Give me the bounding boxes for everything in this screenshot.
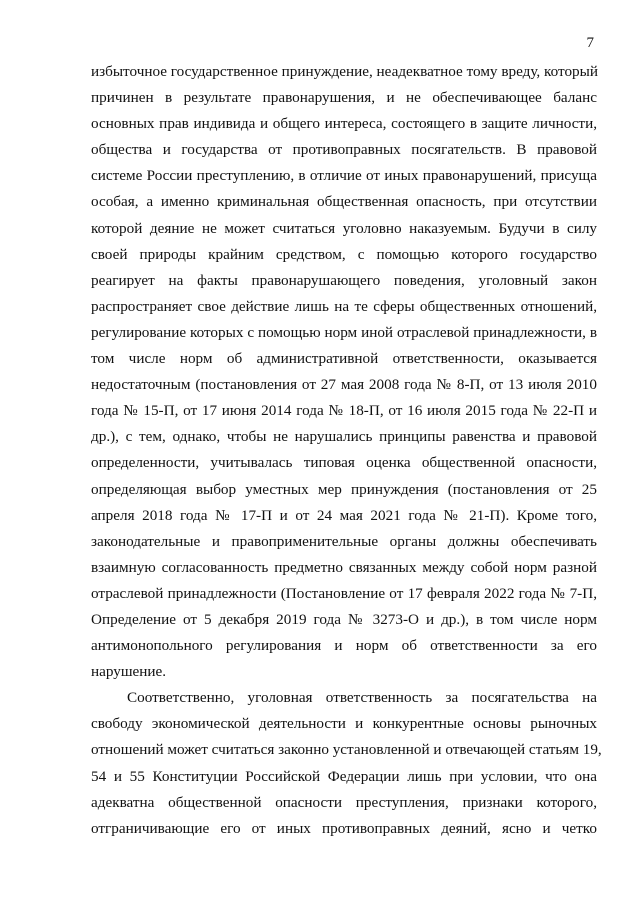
text-line: регулирование которых с помощью норм иной отраслевой принадлежности, в <box>91 323 597 341</box>
paragraph <box>91 59 597 685</box>
text-line: причинен в результате правонарушения, и не обеспечивающее баланс <box>91 89 597 107</box>
text-line: Определение от 5 декабря 2019 года № 3273-О и др.), в том числе норм <box>91 610 597 628</box>
text-line: своей природы крайним средством, с помощью которого государство <box>91 245 597 263</box>
text-line: определенности, учитывалась типовая оценка общественной опасности, <box>91 454 597 472</box>
text-line: свободу экономической деятельности и конкурентные основы рыночных <box>91 715 597 733</box>
text-line: избыточное государственное принуждение, неадекватное тому вреду, который <box>91 63 598 80</box>
text-line: Соответственно, уголовная ответственность за посягательства на <box>127 689 597 707</box>
text-line: распространяет свое действие лишь на те сферы общественных отношений, <box>91 297 597 315</box>
text-line: определяющая выбор уместных мер принуждения (постановления от 25 <box>91 480 597 498</box>
text-line: нарушение. <box>91 663 167 681</box>
text-line: которой деяние не может считаться уголовно наказуемым. Будучи в силу <box>91 219 597 237</box>
text-line: основных прав индивида и общего интереса, состоящего в защите личности, <box>91 115 597 133</box>
text-line: отграничивающие его от иных противоправных деяний, ясно и четко <box>91 819 597 837</box>
text-line: отраслевой принадлежности (Постановление от 17 февраля 2022 года № 7-П, <box>91 584 597 602</box>
document-body <box>91 59 602 842</box>
text-line: законодательные и правоприменительные органы должны обеспечивать <box>91 532 597 550</box>
text-line: др.), с тем, однако, чтобы не нарушались принципы равенства и правовой <box>91 428 597 446</box>
text-line: особая, а именно криминальная общественная опасность, при отсутствии <box>91 193 597 211</box>
text-line: 54 и 55 Конституции Российской Федерации лишь при условии, что она <box>91 767 597 785</box>
text-line: года № 15-П, от 17 июня 2014 года № 18-П, от 16 июля 2015 года № 22-П и <box>91 402 597 420</box>
text-line: реагирует на факты правонарушающего поведения, уголовный закон <box>91 271 597 289</box>
text-line: системе России преступлению, в отличие от иных правонарушений, присуща <box>91 167 597 185</box>
paragraph <box>91 685 602 842</box>
page-number: 7 <box>586 35 594 51</box>
text-line: апреля 2018 года № 17-П и от 24 мая 2021 года № 21-П). Кроме того, <box>91 506 597 524</box>
text-line: отношений может считаться законно установленной и отвечающей статьям 19, <box>91 741 602 759</box>
text-line: том числе норм об административной ответственности, оказывается <box>91 350 597 368</box>
text-line: антимонопольного регулирования и норм об ответственности за его <box>91 637 597 655</box>
text-line: взаимную согласованность предметно связанных между собой норм разной <box>91 558 597 576</box>
text-line: недостаточным (постановления от 27 мая 2008 года № 8-П, от 13 июля 2010 <box>91 376 597 394</box>
text-line: адекватна общественной опасности преступления, признаки которого, <box>91 793 597 811</box>
text-line: общества и государства от противоправных посягательств. В правовой <box>91 141 597 159</box>
